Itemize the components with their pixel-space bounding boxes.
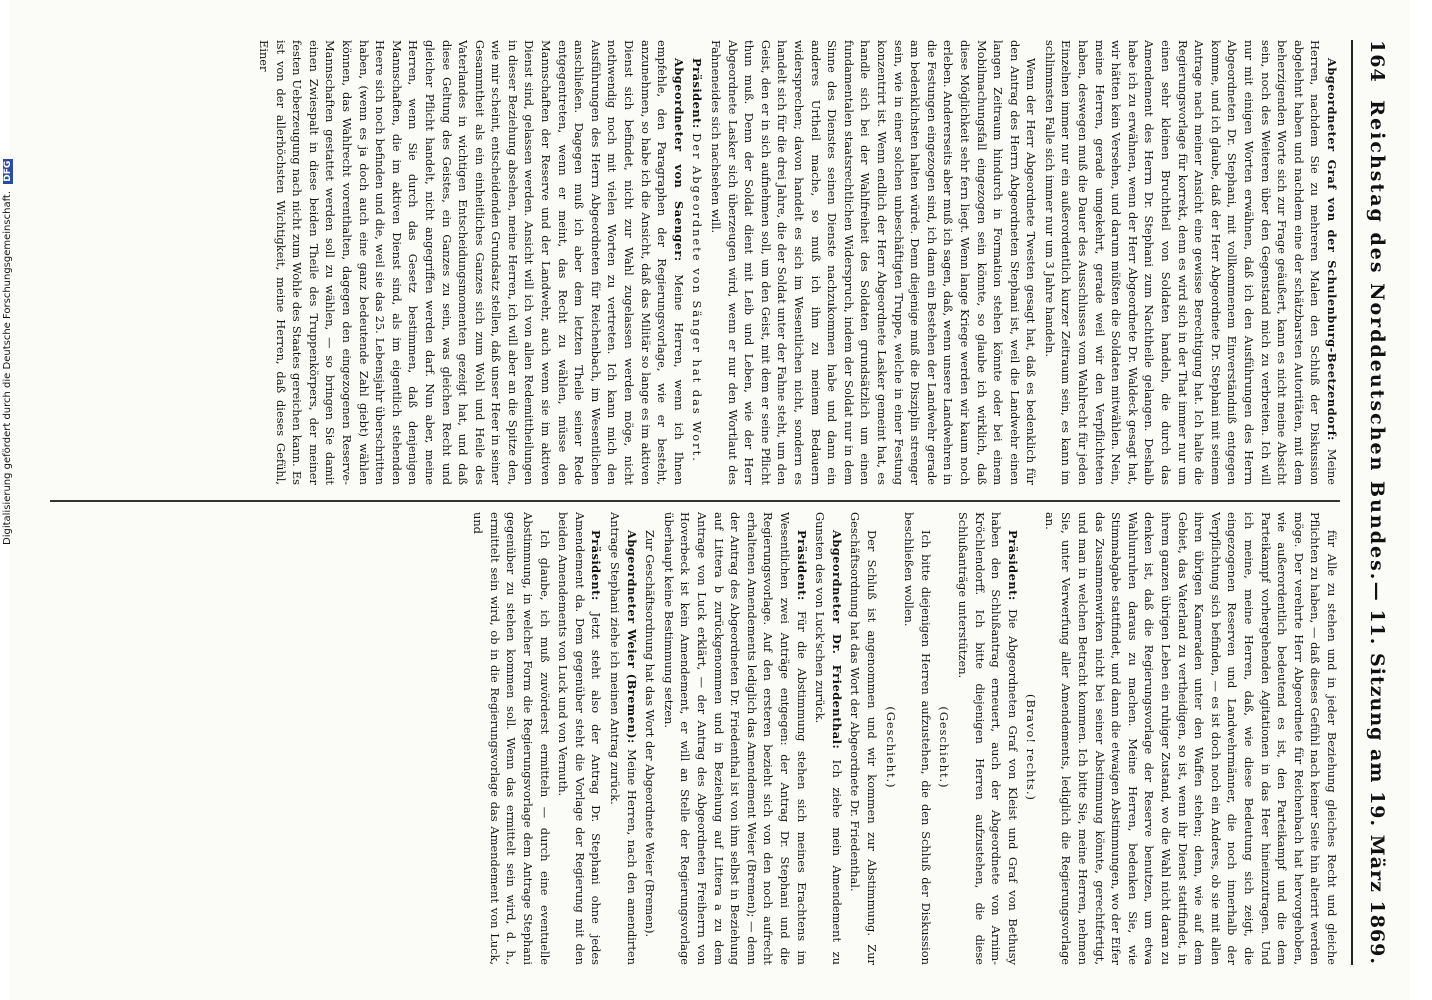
page-title: Reichstag des Norddeutschen Bundes. <box>1366 100 1388 582</box>
speech-paragraph <box>707 40 1039 485</box>
page-number: 164 <box>1366 40 1388 83</box>
speech-text: Jetzt steht also der Antrag Dr. Stephani ohne jedes Amendement da. Dem gegenüber steht die Vorlage der Regierung mit den beiden Amendements von Luck und von Vernuth. <box>556 512 604 965</box>
speech-text: Ich ziehe mein Amendement zu Gunsten des von Luck'schen zurück. <box>813 512 844 965</box>
session-date: — 11. Sitzung am 19. März 1869. <box>1366 581 1388 965</box>
speech-paragraph <box>1041 512 1340 965</box>
speaker-name: Präsident: <box>690 58 705 134</box>
speech-text: Zur Geschäftsordnung hat das Wort der Abgeordnete Weier (Bremen). <box>643 530 658 938</box>
speech-text: Ich bitte diejenigen Herren aufzustehen, die den Schluß der Diskussion beschließen wollen. <box>902 512 933 965</box>
speech-text: Ich glaube, ich muß zuvörderst ermitteln — durch eine eventuelle Abstimmung, in welcher Form die Regierungsvorlage dem Antrage Stephani gegenüber zu stehen kommen soll. Wenn das ermittelt sein wird, d. h., ermittelt sein wird, ob in die Regierungsvorlage das Amendement von Luck, und <box>471 512 552 965</box>
speech-text: Die Abgeordneten Graf von Kleist und Graf von Bethusy haben den Schlußantrag erneuert, auch der Abgeordnete von Arnim-Kröchlendorff. Ich bitte diejenigen Herren aufzustehen, die diese Schlußanträge unterstützen. <box>955 512 1020 965</box>
speaker-name: Abgeordneter Graf von der Schulenburg-Beetzendorf: <box>1325 58 1339 449</box>
speech-text: Der Abgeordnete von Sänger hat das Wort. <box>690 133 705 463</box>
speech-text: Meine Herren, wenn ich Ihnen empfehle, den Paragraphen der Regierungsvorlage, wie er besteht, anzunehmen, so habe ich die Ansicht, daß das Militär so lange es im aktiven Dienst sich befindet, nicht zur Wahl zugelassen werden möge, nicht nothwendig noch mit vielen Worten zu vertreten. Ich kann mich den Ausführungen des Herrn Abgeordneten für Reichenbach, im Wesentlichen anschließen. Dagegen muß ich aber dem letzten Theile seiner Rede entgegentreten, wenn er meint, das Recht zu wählen, müsse den Mannschaften der Reserve und der Landwehr, auch wenn sie im aktiven Dienst sind, gelassen werden. Ansicht will ich von allen Redemittheilungen in dieser Beziehung absehen, meine Herren, ich will aber an die Spitze den, wie mir scheint, entscheidenden Grundsatz stellen, daß unser Heer in seiner Gesammtheit als ein einheitliches Ganzes sich zum Wohl und Heile des Vaterlandes in wichtigen Entscheidungsmomenten gezeigt hat, und daß diese Geltung des Geistes, ein Ganzes zu sein, was gleichen Recht und gleicher Pflicht handelt, nicht angegriffen werden darf. Nun aber, meine Herren, wenn Sie durch das Gesetz bestimmen, daß denjenigen Mannschaften, die im aktiven Dienst sind, als im eigentlich stehenden Heere sich noch befinden und die, weil sie das 25. Lebensjahr überschritten haben, (wenn es ja doch auch eine ganz bedeutende Zahl giebt) wählen können, das Wahlrecht vorenthalten, dagegen den eingezogenen Reserve-Mannschaften gestattet werden soll zu wählen, — so bringen Sie damit einen Zwiespalt in diese beiden Theile des Truppenkörpers, der meiner festen Ueberzeugung nach nicht zum Wohle des Staates gereichen kann. Es ist von der allerhöchsten Wichtigkeit, meine Herren, daß dieses Gefühl, Einer <box>257 40 686 485</box>
speaker-name: Präsident: <box>794 530 809 611</box>
dfg-logo-icon: DFG <box>3 160 13 182</box>
speech-paragraph <box>660 512 809 965</box>
speech-text: Der Schluß ist angenommen und wir kommen zur Abstimmung. Zur Geschäftsordnung hat das Wort der Abgeordnete Dr. Friedenthal. <box>848 512 879 965</box>
speech-text: (Bravo! rechts.) <box>1024 694 1039 801</box>
speech-paragraph <box>255 40 686 485</box>
speech-text: Meine Herren, nach den amendirten Antrage Stephani ziehe ich meinen Antrag zurück. <box>608 512 639 965</box>
speaker-name: Präsident: <box>589 530 604 613</box>
speech-paragraph <box>470 512 553 965</box>
left-column <box>50 40 1340 485</box>
speaker-name: Präsident: <box>1005 530 1020 610</box>
speaker-name: Abgeordneter Weier (Bremen): <box>624 530 639 750</box>
speech-paragraph <box>555 512 605 965</box>
digitization-footer <box>2 159 13 545</box>
speech-paragraph <box>954 512 1020 965</box>
speech-text: Meine Herren, nachdem Sie zu mehreren Malen den Schluß der Diskussion abgelehnt haben und nachdem eine der schätzbarsten Autoritäten, mit dem beherzigenden Worte sich zur Frage geäußert, kann es nicht meine Absicht sein, noch des Weiteren über den Gegenstand mich zu verbreiten. Ich will nur mit einigen Worten erwähnen, daß ich den Ausführungen des Herrn Abgeordneten Dr. Stephani, mit vollkommenem Einverständniß entgegen komme, und ich glaube, daß der Herr Abgeordnete Dr. Stephani mit seinem Antrage nach meiner Ansicht eine gewisse Berechtigung hat. Ich halte die Regierungsvorlage für korrekt, denn es wird sich in der That immer nur um einen sehr kleinen Bruchtheil von Soldaten handeln, die durch das Amendement des Herrn Dr. Stephani zum Nachtheile gelangen. Deshalb habe ich zu erwähnen, wenn der Herr Abgeordnete Dr. Waldeck gesagt hat, wir hätten kein Versehen, und darum müßten die Soldaten mitwählen. Nein, meine Herren, gerade umgekehrt, gerade weil wir den Verpflichteten haben, deswegen muß die Dauer des Ausschlusses vom Wahlrecht für jeden Einzelnen immer nur ein außerordentlich kurzer Zeitraum sein, es kann im schlimmsten Falle sich immer nur um 3 Jahre handeln. <box>1042 40 1339 485</box>
speech-text: Für die Abstimmung stehen sich meines Erachtens im Wesentlichen zwei Anträge entgegen: der Antrag Dr. Stephani und die Regierungsvorlage. Auf den ersteren bezieht sich von den noch aufrecht erhaltenen Amendements lediglich das Amendement Weier (Bremen); — denn der Antrag des Abgeordneten Dr. Friedenthal ist von ihm selbst in Beziehung auf Littera b zurückgenommen und in Beziehung auf Littera a zu dem Antrage von Luck erklärt, — der Antrag des Abgeordneten Freiherrn von Hoverbeck ist kein Amendement, er will an Stelle der Regierungsvorlage überhaupt keine Bestimmung setzen. <box>661 512 809 965</box>
speech-text: Wenn der Herr Abgeordnete Twesten gesagt hat, daß es bedenklich für den Antrag des Herrn Abgeordneten Stephani ist, weil die Landwehr einen langen Zeitraum hindurch in Formation stehen könnte oder bei einem Mobilmachungsfall eingezogen sein könnte, so glaube ich wirklich, daß diese Möglichkeit sehr fern liegt. Wenn lange Kriege werden wir kaum noch erleben. Andererseits aber muß ich sagen, daß, wenn unsere Landwehren in die Festungen eingezogen sind, ich dann ein Bestehen der Landwehr gerade am bedenklichsten halten würde. Denn diejenige muß die Disziplin strenger sein, wie in einer solchen unbeschäftigten Truppe, welche in einer Festung konzentrirt ist. Wenn endlich der Herr Abgeordnete Lasker gemeint hat, es handle sich bei der Wahlfreiheit des Soldaten grundsätzlich um einen fundamentalen staatsrechtlichen Widerspruch, indem der Soldat nur in dem Sinne des Dienstes seinen Dienste nachzukommen habe und dann ein anderes Urtheil mache, so muß ich ihm zu meinem Bedauern widersprechen; davon handelt es sich im Wesentlichen nicht, sondern es handelt sich für die drei Jahre, die der Soldat unter der Fahne steht, um den Geist, den er in sich aufnehmen soll, um den Geist, mit dem er seine Pflicht thun muß. Denn der Soldat dient mit Leib und Leben, wie der Herr Abgeordnete Lasker sich überzeugen wird, wenn er nur den Wortlaut des Fahneneides sich nachsehen will. <box>709 40 1039 485</box>
speech-paragraph <box>689 40 706 485</box>
header-rule <box>1351 40 1353 965</box>
speech-paragraph <box>642 512 659 965</box>
speaker-name: Abgeordneter Dr. Friedenthal: <box>829 530 844 760</box>
stage-direction <box>936 512 953 965</box>
speech-paragraph <box>812 512 845 965</box>
speech-text: (Geschieht.) <box>883 706 898 789</box>
right-column <box>50 512 1340 965</box>
speaker-name: Abgeordneter von Saenger: <box>671 58 686 275</box>
speech-paragraph <box>901 512 934 965</box>
speech-paragraph <box>1041 40 1340 485</box>
column-divider <box>50 500 1340 502</box>
speech-text: für Alle zu stehen und in jeder Beziehung gleiches Recht und gleiche Pflichten zu haben, — daß dieses Gefühl nach keiner Seite hin alterirt werden möge. Der verehrte Herr Abgeordnete für Reichenbach hat hervorgehoben, wie außerordentlich bedeutend es ist, den Parteikampf und die dem Parteikampf vorhergehenden Agitationen in das Heer hineinzutragen. Und ich meine, meine Herren, daß, wie diese Bedeutung sich zeigt, die eingezogenen Reserven und Landwehrmänner, die noch innerhalb der Verpflichtung sich befinden, — es ist doch noch ein Anderes, ob sie mit allen ihren übrigen Kameraden unter den Waffen stehen; denn, wie auf dem Gebiet, das Vaterland zu vertheidigen, so ist, wenn ihr Dienst stattfindet, in ihrem ganzen übrigen Leben ein ruhiger Zustand, wo die Wahl nicht daran zu denken ist, daß die Regierungsvorlage der Reserve benutzen, um etwa Wahlunruhen daraus zu machen. Meine Herren, bedenken Sie, wie Stimmabgabe stattfindet, und dann die etwaigen Abstimmungen, wo der Eifer das Zusammenwirken nicht bei seiner Abstimmung könnte, gerechtfertigt, und man in welchen Betracht kommen. Ich bitte Sie, meine Herren, nehmen Sie, unter Verwerfung aller Amendements, lediglich die Regierungsvorlage an. <box>1042 512 1339 965</box>
scanned-page <box>10 0 1410 1000</box>
footer-text: Digitalisierung gefördert durch die Deutsche Forschungsgemeinschaft. <box>2 190 13 545</box>
speech-paragraph <box>606 512 639 965</box>
stage-direction <box>1023 512 1040 965</box>
stage-direction <box>882 512 899 965</box>
speech-text: (Geschieht.) <box>937 706 952 789</box>
page-header <box>1356 40 1398 965</box>
speech-paragraph <box>847 512 880 965</box>
